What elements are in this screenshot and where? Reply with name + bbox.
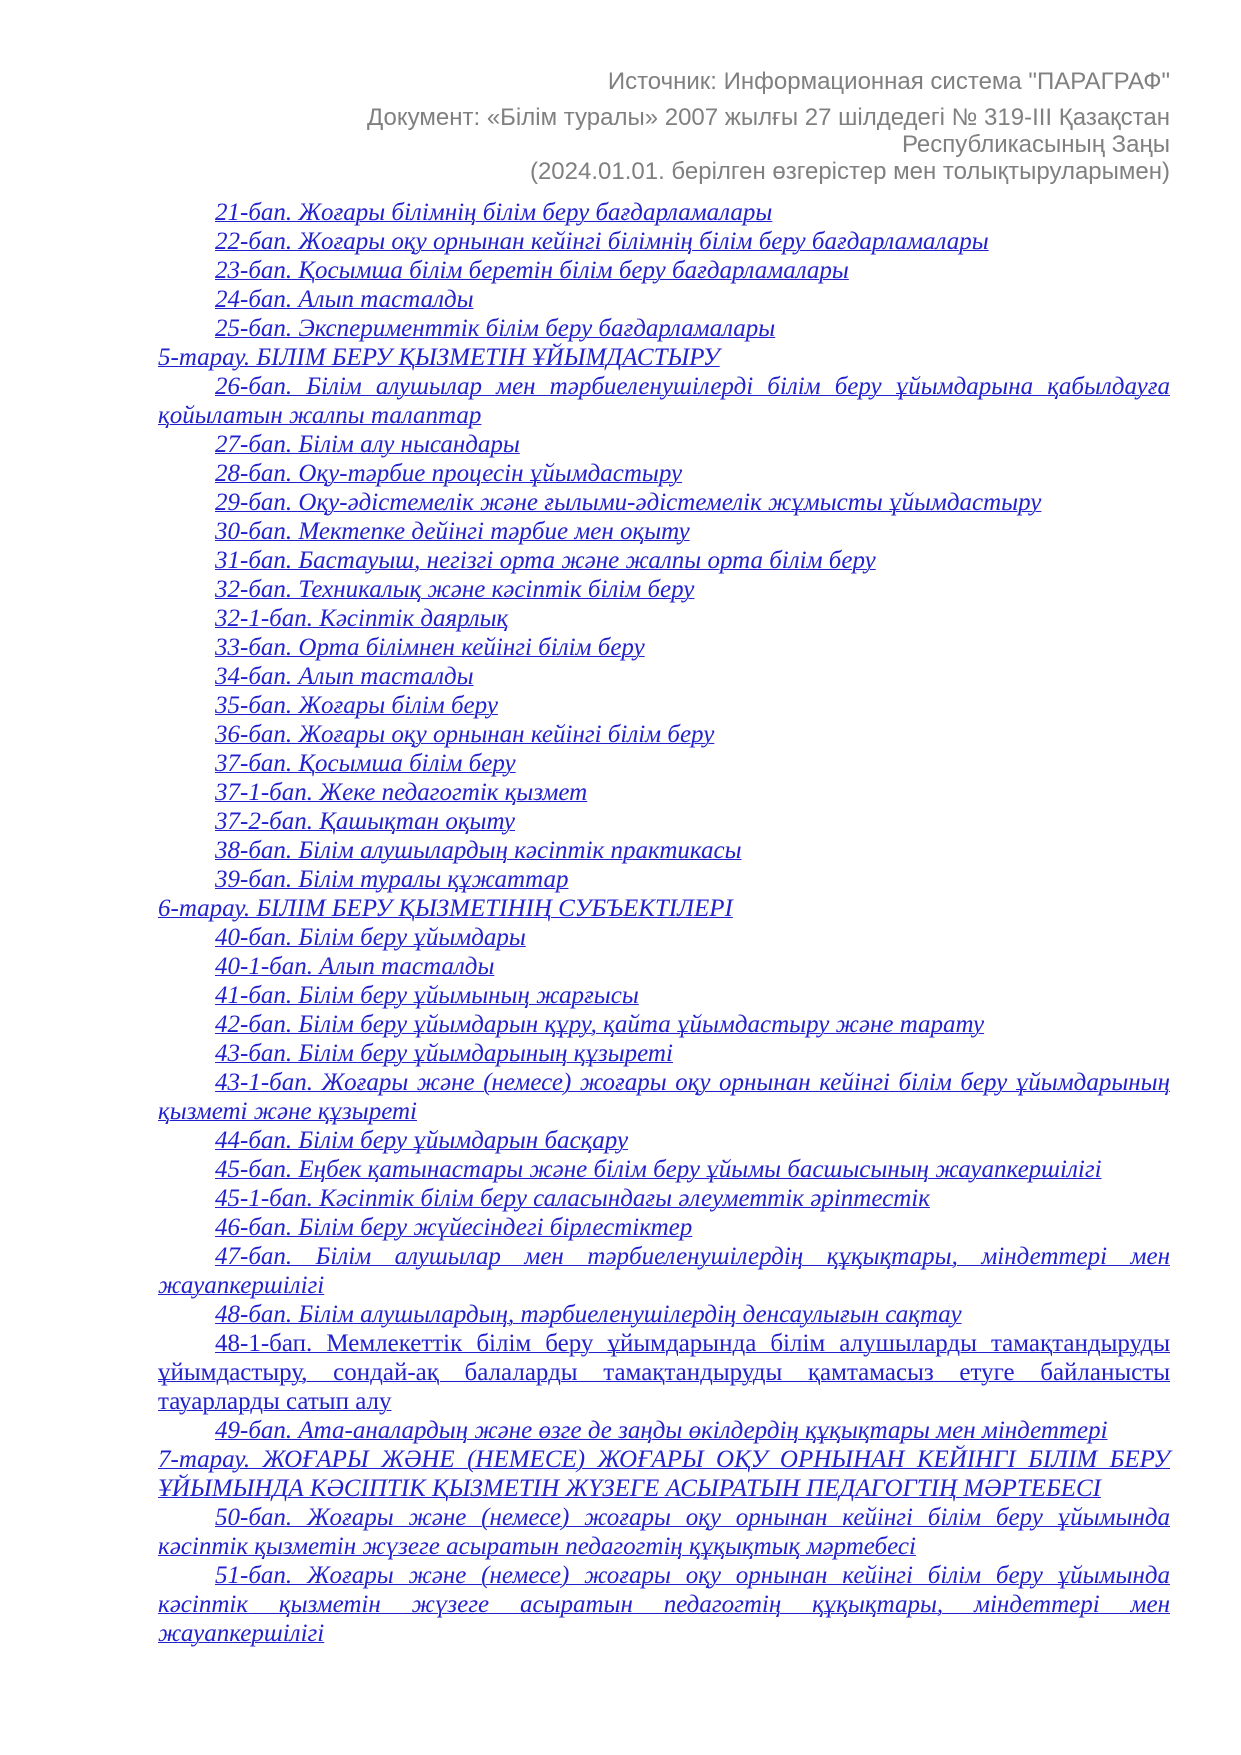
toc-article-link[interactable]: 32-бап. Техникалық және кәсіптік білім беру: [215, 576, 695, 603]
document-header: [158, 68, 1170, 185]
toc-article-link[interactable]: 27-бап. Білім алу нысандары: [215, 431, 520, 458]
toc-list: [158, 198, 1170, 1648]
toc-article-link[interactable]: 30-бап. Мектепке дейінгі тәрбие мен оқыту: [215, 518, 690, 545]
toc-article-link[interactable]: 39-бап. Білім туралы құжаттар: [215, 866, 569, 893]
toc-chapter-link[interactable]: 5-тарау. БІЛІМ БЕРУ ҚЫЗМЕТІН ҰЙЫМДАСТЫРУ: [158, 344, 720, 371]
toc-article-link[interactable]: 40-1-бап. Алып тасталды: [215, 953, 495, 980]
toc-article-link[interactable]: 21-бап. Жоғары білімнің білім беру бағдарламалары: [215, 199, 773, 226]
document-revision-line: (2024.01.01. берілген өзгерістер мен толықтыруларымен): [529, 158, 1170, 185]
toc-article-link[interactable]: 47-бап. Білім алушылар мен тәрбиеленушілердің құқықтары, міндеттері мен жауапкершілігі: [158, 1243, 1170, 1299]
toc-article-link[interactable]: 29-бап. Оқу-әдістемелік және ғылыми-әдістемелік жұмысты ұйымдастыру: [215, 489, 1042, 516]
toc-article-link[interactable]: 48-1-бап. Мемлекеттік білім беру ұйымдарында білім алушыларды тамақтандыруды ұйымдастыру, сондай-ақ балаларды тамақтандыруды қамтамасыз етуге байланысты тауарларды сатып алу: [158, 1330, 1170, 1415]
toc-article-link[interactable]: 28-бап. Оқу-тәрбие процесін ұйымдастыру: [215, 460, 683, 487]
toc-article-link[interactable]: 48-бап. Білім алушылардың, тәрбиеленушілердің денсаулығын сақтау: [215, 1301, 962, 1328]
toc-article-link[interactable]: 34-бап. Алып тасталды: [215, 663, 474, 690]
toc-article-link[interactable]: 45-бап. Еңбек қатынастары және білім беру ұйымы басшысының жауапкершілігі: [215, 1156, 1102, 1183]
toc-article-link[interactable]: 37-2-бап. Қашықтан оқыту: [215, 808, 515, 835]
toc-article-link[interactable]: 43-бап. Білім беру ұйымдарының құзыреті: [215, 1040, 673, 1067]
toc-chapter-link[interactable]: 7-тарау. ЖОҒАРЫ ЖӘНЕ (НЕМЕСЕ) ЖОҒАРЫ ОҚУ ОРНЫНАН КЕЙІНГІ БІЛІМ БЕРУ ҰЙЫМЫНДА КӘСІПТІК ҚЫЗМЕТІН ЖҮЗЕГЕ АСЫРАТЫН ПЕДАГОГТІҢ МӘРТЕБЕСІ: [158, 1446, 1170, 1502]
toc-article-link[interactable]: 40-бап. Білім беру ұйымдары: [215, 924, 526, 951]
toc-article-link[interactable]: 23-бап. Қосымша білім беретін білім беру бағдарламалары: [215, 257, 849, 284]
toc-article-link[interactable]: 36-бап. Жоғары оқу орнынан кейінгі білім беру: [215, 721, 715, 748]
toc-article-link[interactable]: 44-бап. Білім беру ұйымдарын басқару: [215, 1127, 629, 1154]
toc-article-link[interactable]: 37-бап. Қосымша білім беру: [215, 750, 516, 777]
toc-article-link[interactable]: 25-бап. Эксперименттік білім беру бағдарламалары: [215, 315, 776, 342]
toc-article-link[interactable]: 50-бап. Жоғары және (немесе) жоғары оқу орнынан кейінгі білім беру ұйымында кәсіптік қызметін жүзеге асыратын педагогтің құқықтық мәртебесі: [158, 1504, 1170, 1560]
toc-article-link[interactable]: 35-бап. Жоғары білім беру: [215, 692, 498, 719]
toc-article-link[interactable]: 51-бап. Жоғары және (немесе) жоғары оқу орнынан кейінгі білім беру ұйымында кәсіптік қызметін жүзеге асыратын педагогтің құқықтары, міндеттері мен жауапкершілігі: [158, 1562, 1170, 1647]
toc-article-link[interactable]: 37-1-бап. Жеке педагогтік қызмет: [215, 779, 588, 806]
toc-article-link[interactable]: 22-бап. Жоғары оқу орнынан кейінгі білімнің білім беру бағдарламалары: [215, 228, 989, 255]
toc-article-link[interactable]: 43-1-бап. Жоғары және (немесе) жоғары оқу орнынан кейінгі білім беру ұйымдарының қызметі және құзыреті: [158, 1069, 1170, 1125]
toc-article-link[interactable]: 31-бап. Бастауыш, негізгі орта және жалпы орта білім беру: [215, 547, 876, 574]
document-title-line: Документ: «Білім туралы» 2007 жылғы 27 шілдедегі № 319-III Қазақстан Республикасының Заңы: [367, 104, 1170, 158]
toc-article-link[interactable]: 46-бап. Білім беру жүйесіндегі бірлестіктер: [215, 1214, 693, 1241]
toc-article-link[interactable]: 42-бап. Білім беру ұйымдарын құру, қайта ұйымдастыру және тарату: [215, 1011, 985, 1038]
toc-article-link[interactable]: 33-бап. Орта білімнен кейінгі білім беру: [215, 634, 645, 661]
toc-article-link[interactable]: 32-1-бап. Кәсіптік даярлық: [215, 605, 509, 632]
toc-article-link[interactable]: 49-бап. Ата-аналардың және өзге де заңды өкілдердің құқықтары мен міндеттері: [215, 1417, 1108, 1444]
toc-article-link[interactable]: 38-бап. Білім алушылардың кәсіптік практикасы: [215, 837, 742, 864]
toc-article-link[interactable]: 41-бап. Білім беру ұйымының жарғысы: [215, 982, 639, 1009]
toc-article-link[interactable]: 26-бап. Білім алушылар мен тәрбиеленушілерді білім беру ұйымдарына қабылдауға қойылатын жалпы талаптар: [158, 373, 1170, 429]
source-line: Источник: Информационная система "ПАРАГРАФ": [607, 68, 1170, 95]
toc-article-link[interactable]: 45-1-бап. Кәсіптік білім беру саласындағы әлеуметтік әріптестік: [215, 1185, 930, 1212]
toc-article-link[interactable]: 24-бап. Алып тасталды: [215, 286, 474, 313]
toc-chapter-link[interactable]: 6-тарау. БІЛІМ БЕРУ ҚЫЗМЕТІНІҢ СУБЪЕКТІЛЕРІ: [158, 895, 733, 922]
